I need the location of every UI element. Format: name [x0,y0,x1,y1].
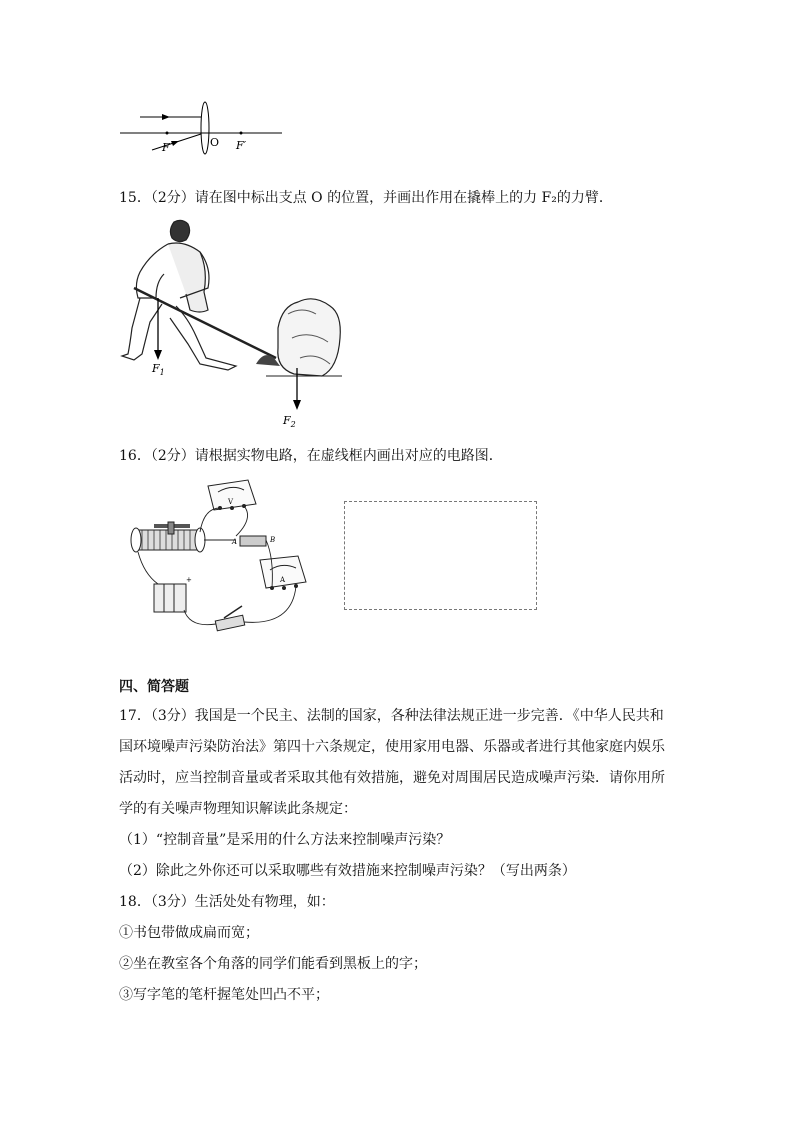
rheostat [131,522,205,552]
focus-left-label: F [162,141,170,154]
focus-point-left [166,132,169,135]
convex-lens [201,102,209,154]
battery [154,576,192,612]
q16-text: 16．（2分）请根据实物电路，在虚线框内画出对应的电路图． [119,448,503,464]
crowbar-figure [116,218,346,430]
force-f2-label: $F_2$ [283,414,296,429]
force-f1-label: $F_1$ [152,362,165,377]
q18-item2: ②坐在教室各个角落的同学们能看到黑板上的字； [119,956,427,972]
q17-sub1: （1）“控制音量”是采用的什么方法来控制噪声污染？ [119,832,451,848]
q17-line3: 活动时，应当控制音量或者采取其他有效措施，避免对周围居民造成噪声污染．请你用所 [119,770,665,786]
ammeter [260,556,306,590]
focus-point-right [240,132,243,135]
q15-text: 15．（2分）请在图中标出支点 O 的位置，并画出作用在撬棒上的力 F₂的力臂． [119,190,613,206]
q17-line1: 17．（3分）我国是一个民主、法制的国家，各种法律法规正进一步完善．《中华人民共和 [119,708,664,724]
battery-plus-label: + [186,576,192,584]
point-a-label: A [232,538,238,546]
answer-dashed-box[interactable] [344,501,537,610]
q17-sub2: （2）除此之外你还可以采取哪些有效措施来控制噪声污染？（写出两条） [119,863,576,879]
resistor-ab [231,536,275,546]
q17-line2: 国环境噪声污染防治法》第四十六条规定，使用家用电器、乐器或者进行其他家庭内娱乐 [119,739,665,755]
section4-heading: 四、简答题 [119,679,189,695]
force-f2-arrowhead [293,400,301,410]
q18-line1: 18．（3分）生活处处有物理，如： [119,894,335,910]
point-b-label: B [270,536,276,544]
q18-item3: ③写字笔的笔杆握笔处凹凸不平； [119,987,329,1003]
switch [215,606,244,631]
q17-line4: 学的有关噪声物理知识解读此条规定： [119,801,357,817]
lens-diagram [110,96,290,156]
force-f1-arrowhead [154,350,162,360]
ray-arrow-head-2 [171,141,179,146]
boulder [278,299,340,376]
focus-right-label: F′ [236,139,247,152]
lens-center-label: O [210,136,220,149]
q18-item1: ①书包带做成扁而宽； [119,925,259,941]
voltmeter-label: V [228,498,234,506]
voltmeter [208,480,256,510]
man-silhouette [122,220,236,370]
ammeter-label: A [280,576,286,584]
circuit-figure [124,478,314,634]
fulcrum-stone [256,355,280,366]
ray-arrow-head [162,114,170,120]
